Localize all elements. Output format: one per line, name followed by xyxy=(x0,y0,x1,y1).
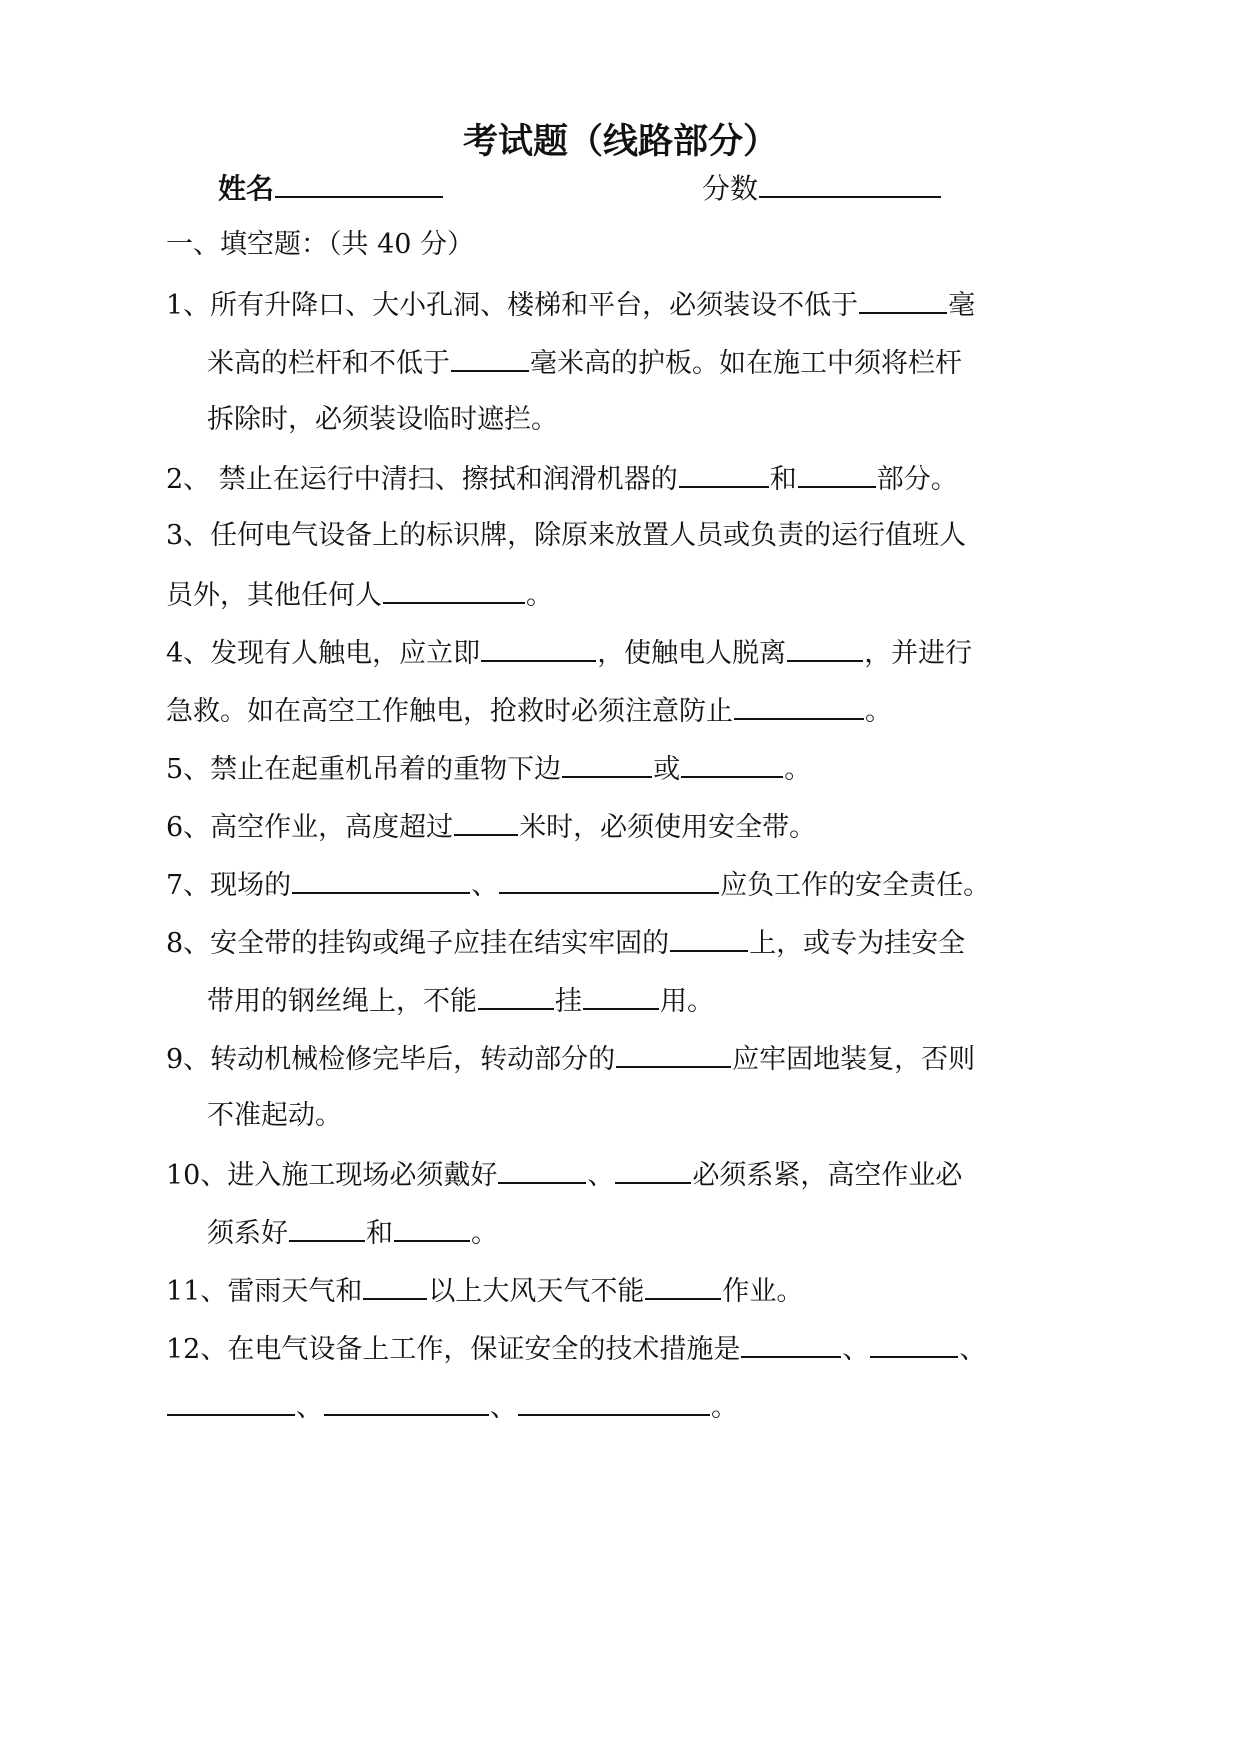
answer-blank[interactable] xyxy=(292,864,470,894)
question-3-line-2: 员外，其他任何人 。 xyxy=(166,574,553,616)
page-title: 考试题（线路部分） xyxy=(462,121,778,162)
question-2: 2、 禁止在运行中清扫、擦拭和润滑机器的 和 部分。 xyxy=(166,458,958,500)
question-8-line-2: 带用的钢丝绳上，不能 挂 用。 xyxy=(207,980,714,1022)
score-field xyxy=(702,168,942,209)
answer-blank[interactable] xyxy=(670,922,748,952)
answer-blank[interactable] xyxy=(363,1270,427,1300)
answer-blank[interactable] xyxy=(478,980,554,1010)
answer-blank[interactable] xyxy=(394,1212,470,1242)
answer-blank[interactable] xyxy=(679,458,769,488)
question-11: 11、雷雨天气和 以上大风天气不能 作业。 xyxy=(166,1270,803,1312)
question-7: 7、现场的 、 应负工作的安全责任。 xyxy=(166,864,990,906)
answer-blank[interactable] xyxy=(616,1038,731,1068)
answer-blank[interactable] xyxy=(289,1212,365,1242)
answer-blank[interactable] xyxy=(499,864,719,894)
question-4-line-1: 4、发现有人触电，应立即 ，使触电人脱离 ，并进行 xyxy=(166,632,972,674)
answer-blank[interactable] xyxy=(583,980,659,1010)
question-6: 6、高空作业，高度超过 米时，必须使用安全带。 xyxy=(166,806,816,848)
answer-blank[interactable] xyxy=(798,458,876,488)
answer-blank[interactable] xyxy=(498,1154,586,1184)
answer-blank[interactable] xyxy=(562,748,652,778)
answer-blank[interactable] xyxy=(615,1154,691,1184)
answer-blank[interactable] xyxy=(859,284,947,314)
answer-blank[interactable] xyxy=(741,1328,841,1358)
answer-blank[interactable] xyxy=(383,574,525,604)
section-heading: 一、填空题：（共 40 分） xyxy=(166,229,475,260)
name-blank[interactable] xyxy=(275,168,443,198)
answer-blank[interactable] xyxy=(451,342,529,372)
answer-blank[interactable] xyxy=(681,748,783,778)
score-blank[interactable] xyxy=(759,168,941,198)
question-12-line-1: 12、在电气设备上工作，保证安全的技术措施是 、 、 xyxy=(166,1328,986,1370)
answer-blank[interactable] xyxy=(787,632,863,662)
answer-blank[interactable] xyxy=(167,1386,295,1416)
answer-blank[interactable] xyxy=(481,632,596,662)
answer-blank[interactable] xyxy=(870,1328,958,1358)
answer-blank[interactable] xyxy=(518,1386,710,1416)
answer-blank[interactable] xyxy=(734,690,864,720)
answer-blank[interactable] xyxy=(324,1386,489,1416)
name-field xyxy=(218,168,444,209)
question-9-line-1: 9、转动机械检修完毕后，转动部分的 应牢固地装复，否则 xyxy=(166,1038,975,1080)
question-3-line-1: 3、任何电气设备上的标识牌，除原来放置人员或负责的运行值班人 xyxy=(166,520,967,551)
answer-blank[interactable] xyxy=(645,1270,721,1300)
question-4-line-2: 急救。如在高空工作触电，抢救时必须注意防止 。 xyxy=(166,690,892,732)
score-label: 分数 xyxy=(702,172,759,205)
answer-blank[interactable] xyxy=(454,806,518,836)
name-label: 姓名 xyxy=(218,172,275,205)
question-10-line-2: 须系好 和 。 xyxy=(207,1212,498,1254)
question-10-line-1: 10、进入施工现场必须戴好 、 必须系紧，高空作业必 xyxy=(166,1154,962,1196)
question-1-line-3: 拆除时，必须装设临时遮拦。 xyxy=(207,404,558,435)
question-8-line-1: 8、安全带的挂钩或绳子应挂在结实牢固的 上，或专为挂安全 xyxy=(166,922,965,964)
question-12-line-2: 、 、 。 xyxy=(166,1386,738,1428)
question-9-line-2: 不准起动。 xyxy=(207,1100,342,1131)
question-1-line-2: 米高的栏杆和不低于 毫米高的护板。如在施工中须将栏杆 xyxy=(207,342,962,384)
question-5: 5、禁止在起重机吊着的重物下边 或 。 xyxy=(166,748,811,790)
question-1-line-1: 1、所有升降口、大小孔洞、楼梯和平台，必须装设不低于 毫 xyxy=(166,284,975,326)
